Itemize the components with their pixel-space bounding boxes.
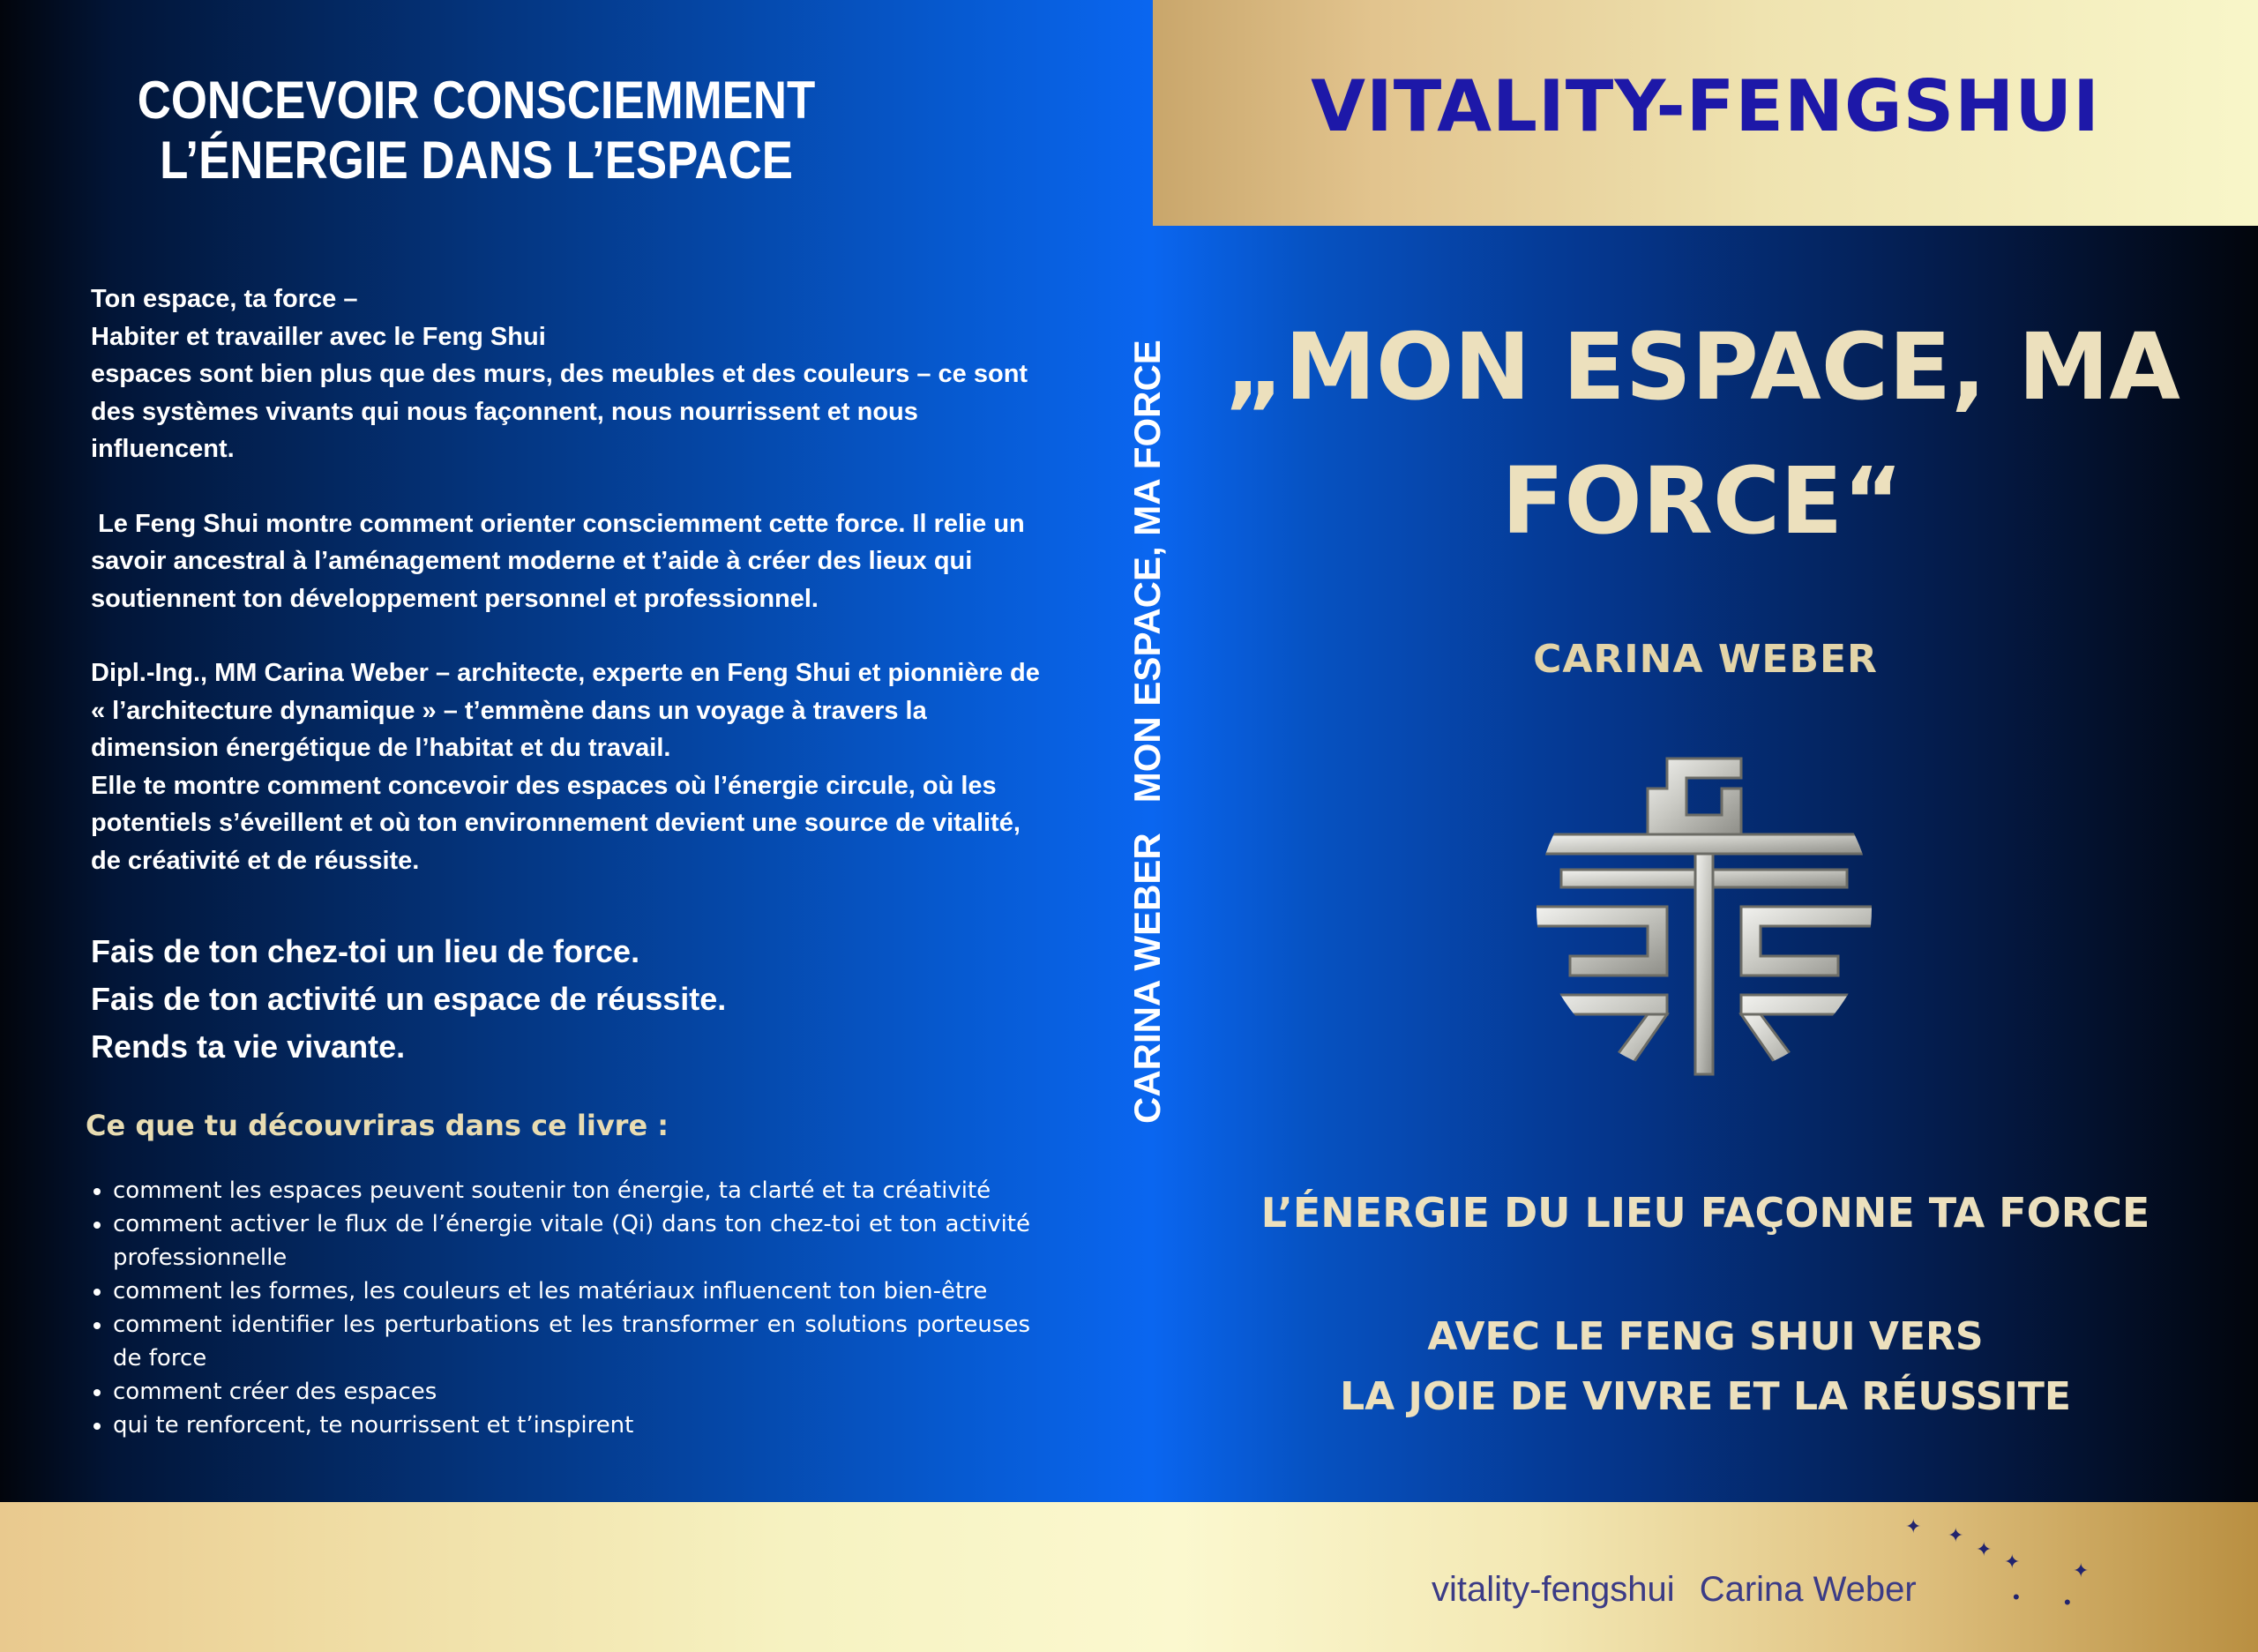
list-item: • comment les formes, les couleurs et les matériaux influencent ton bien-être <box>113 1275 1030 1308</box>
footer-site: vitality-fengshui <box>1432 1570 1675 1609</box>
discover-title: Ce que tu découvriras dans ce livre : <box>86 1109 669 1142</box>
author-bio-line: Dipl.-Ing., MM Carina Weber – architecte, experte en Feng Shui et pionnière de « l’architecture dynamique » – t’emmène dans un voyage à travers la dimension énergétique de l’habitat et du travail. <box>91 659 1040 762</box>
back-cover-body <box>91 280 1043 879</box>
spine-text <box>1126 310 1169 1124</box>
front-claim-line1: AVEC LE FENG SHUI VERS <box>1427 1314 1984 1359</box>
list-item: • comment les espaces peuvent soutenir ton énergie, ta clarté et ta créativité <box>113 1174 1030 1207</box>
front-author: CARINA WEBER <box>1533 637 1878 682</box>
front-subtitle: L’ÉNERGIE DU LIEU FAÇONNE TA FORCE <box>1260 1189 2150 1237</box>
shou-longevity-symbol-icon <box>1535 739 1873 1078</box>
spine-title: MON ESPACE, MA FORCE <box>1126 340 1168 804</box>
footer-author: Carina Weber <box>1699 1570 1917 1609</box>
footer-credit <box>1432 1570 1941 1610</box>
front-claim <box>1153 1307 2258 1427</box>
book-cover: VITALITY-FENGSHUI CONCEVOIR CONSCIEMMENT L’ÉNERGIE DANS L’ESPACE Ton espace, ta force – Habiter et travailler avec le Feng Shui espaces sont bien plus que des murs, des meubles et des couleurs – ce sont des systèmes vivants qui nous façonnent, nous nourrissent et nous influencent. Le Feng Shui montre comment orienter consciemment cette force. Il relie un savoir ancestral à l’aménagement moderne et t’aide à créer des lieux qui soutiennent ton développement personnel et professionnel. Dipl.-Ing., MM Carina Weber – architecte, experte en Feng Shui et pionnière de « l’architecture dynamique » – t’emmène dans un voyage à travers la dimension énergétique de l’habitat et du travail. Elle te montre comment concevoir des espaces où l’énergie circule, où les potentiels s’éveillent et où ton environnement devient une source de vitalité, de créativité et de réussite. Fais de ton chez-toi un lieu de force. Fais de ton activité un espace de réussite. Rends ta vie vivante. Ce que tu découvriras dans ce livre : • comment les espaces peuvent soutenir ton énergie, ta clarté et ta créativité • comment activer le flux de l’énergie vitale (Qi) dans ton chez-toi et ton activité professionnelle • comment les formes, les couleurs et les matériaux influencent ton bien-être • comment identifier les perturbations et les transformer en solutions porteuses de force • comment créer des espaces • qui te renforcent, te nourrissent et t’inspirent CARINA WEBERMON ESPACE, MA FORCE „MON ESPACE, MA FORCE“ CARINA WEBER L’ÉNERGIE DU LIEU FAÇONNE TA FORCE AVEC LE FENG SHUI VERS LA JOIE DE VIVRE ET LA RÉUSSITE vitality-fengshui Carina Weber ✦ ✦ ✦ ✦ ✦ • • <box>0 0 2258 1652</box>
intro-paragraph <box>91 280 1043 468</box>
front-title-line1: „MON ESPACE, MA <box>1224 313 2180 421</box>
list-item: • comment activer le flux de l’énergie vitale (Qi) dans ton chez-toi et ton activité professionnelle <box>113 1207 1030 1275</box>
intro-line1: Ton espace, ta force – <box>91 285 358 313</box>
brand-title: VITALITY-FENGSHUI <box>1311 65 2100 147</box>
front-cover-title <box>1173 300 2232 568</box>
spine-author: CARINA WEBER <box>1126 833 1168 1124</box>
tagline-line: Fais de ton activité un espace de réussite. <box>91 981 727 1017</box>
back-heading-line1: CONCEVOIR CONSCIEMMENT <box>137 71 816 130</box>
list-item: • qui te renforcent, te nourrissent et t’inspirent <box>113 1409 1030 1442</box>
tagline-line: Rends ta vie vivante. <box>91 1028 406 1065</box>
front-claim-line2: LA JOIE DE VIVRE ET LA RÉUSSITE <box>1340 1374 2071 1419</box>
tagline-block <box>91 928 973 1071</box>
front-title-line2: FORCE“ <box>1501 447 1903 555</box>
author-bio-paragraph <box>91 654 1043 879</box>
list-item: • comment identifier les perturbations et les transformer en solutions porteuses de force <box>113 1308 1030 1375</box>
intro-line2: Habiter et travailler avec le Feng Shui <box>91 322 546 351</box>
back-heading-line2: L’ÉNERGIE DANS L’ESPACE <box>160 131 793 190</box>
back-cover-heading <box>135 71 818 191</box>
feng-shui-paragraph: Le Feng Shui montre comment orienter consciemment cette force. Il relie un savoir ancestral à l’aménagement moderne et t’aide à créer des lieux qui soutiennent ton développement personnel et professionnel. <box>91 509 1032 613</box>
list-item: • comment créer des espaces <box>113 1375 1030 1409</box>
tagline-line: Fais de ton chez-toi un lieu de force. <box>91 933 640 969</box>
intro-body: espaces sont bien plus que des murs, des meubles et des couleurs – ce sont des systèmes vivants qui nous façonnent, nous nourrissent et nous influencent. <box>91 360 1028 463</box>
discover-list <box>78 1174 1030 1442</box>
author-mission-line: Elle te montre comment concevoir des espaces où l’énergie circule, où les potentiels s’éveillent et où ton environnement devient une source de vitalité, de créativité et de réussite. <box>91 771 1021 875</box>
